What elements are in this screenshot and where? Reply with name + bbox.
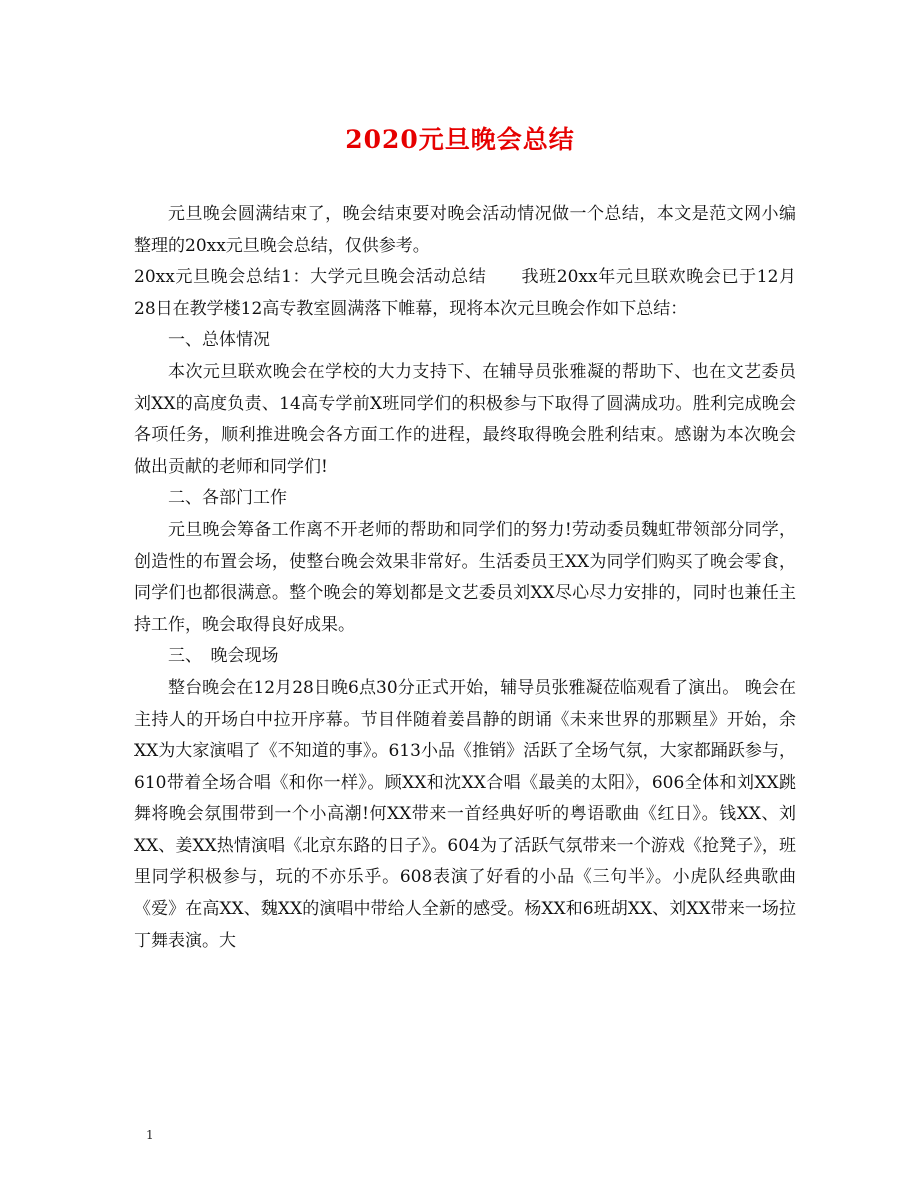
scene-paragraph: 整台晚会在12月28日晚6点30分正式开始，辅导员张雅凝莅临观看了演出。 晚会在主持人的开场白中拉开序幕。节目伴随着姜昌静的朗诵《未来世界的那颗星》开始，余XX为大家演唱了《不知道的事》。613小品《推销》活跃了全场气氛，大家都踊跃参与，610带着全场合唱《和你一样》。顾XX和沈XX合唱《最美的太阳》，606全体和刘XX跳舞将晚会氛围带到一个小高潮!何XX带来一首经典好听的粤语歌曲《红日》。钱XX、刘XX、姜XX热情演唱《北京东路的日子》。604为了活跃气氛带来一个游戏《抢凳子》，班里同学积极参与，玩的不亦乐乎。608表演了好看的小品《三句半》。小虎队经典歌曲《爱》在高XX、魏XX的演唱中带给人全新的感受。杨XX和6班胡XX、刘XX带来一场拉丁舞表演。大 [134, 677, 796, 951]
page-number: 1 [146, 1128, 154, 1142]
document-body [134, 199, 796, 957]
intro-paragraph: 元旦晚会圆满结束了，晚会结束要对晚会活动情况做一个总结，本文是范文网小编整理的20xx元旦晚会总结，仅供参考。 [134, 204, 796, 256]
section-heading-scene: 三、 晚会现场 [168, 646, 279, 667]
overall-paragraph: 本次元旦联欢晚会在学校的大力支持下、在辅导员张雅凝的帮助下、也在文艺委员刘XX的高度负责、14高专学前X班同学们的积极参与下取得了圆满成功。胜利完成晚会各项任务，顺利推进晚会各方面工作的进程，最终取得晚会胜利结束。感谢为本次晚会做出贡献的老师和同学们! [134, 361, 796, 477]
document-title: 2020元旦晚会总结 [345, 125, 575, 154]
departments-paragraph: 元旦晚会筹备工作离不开老师的帮助和同学们的努力!劳动委员魏虹带领部分同学，创造性的布置会场，使整台晚会效果非常好。生活委员王XX为同学们购买了晚会零食，同学们也都很满意。整个晚会的筹划都是文艺委员刘XX尽心尽力安排的，同时也兼任主持工作，晚会取得良好成果。 [134, 519, 796, 635]
summary-paragraph: 20xx元旦晚会总结1：大学元旦晚会活动总结 我班20xx年元旦联欢晚会已于12月28日在教学楼12高专教室圆满落下帷幕，现将本次元旦晚会作如下总结： [134, 267, 796, 319]
section-heading-departments: 二、各部门工作 [168, 488, 287, 509]
section-heading-overall: 一、总体情况 [168, 330, 270, 351]
